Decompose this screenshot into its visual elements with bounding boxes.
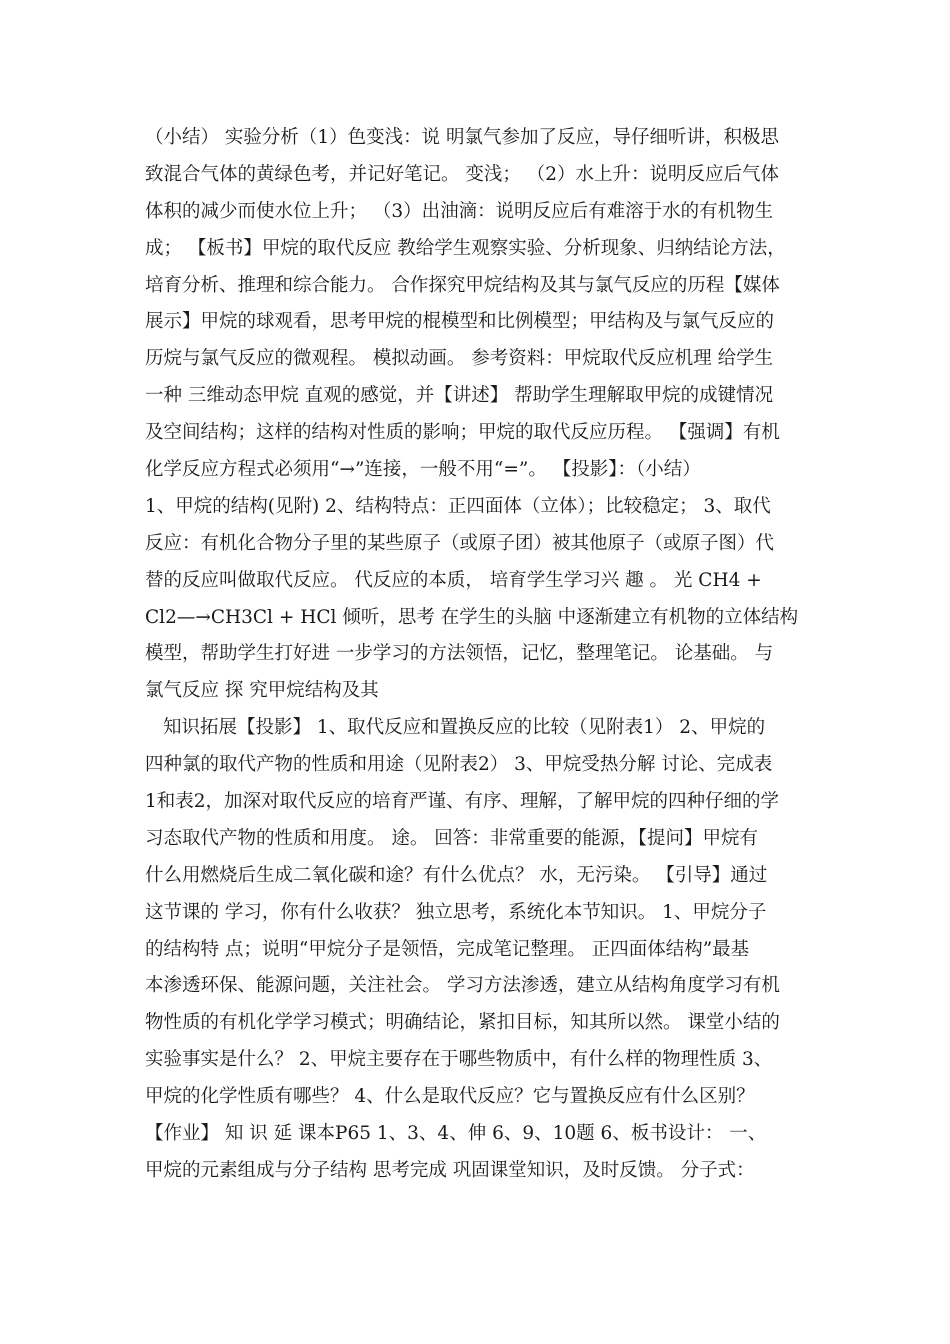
text-line-indented: 知识拓展【投影】 1、取代反应和置换反应的比较（见附表1） 2、甲烷的 <box>163 717 766 739</box>
text-line: 成； 【板书】甲烷的取代反应 教给学生观察实验、分析现象、归纳结论方法， <box>145 237 786 259</box>
text-line: 化学反应方程式必须用“→”连接，一般不用“=”。 【投影】：（小结） <box>145 459 701 481</box>
text-line: 实验事实是什么？ 2、甲烷主要存在于哪些物质中，有什么样的物理性质 3、 <box>145 1049 773 1071</box>
text-line: 模型，帮助学生打好进 一步学习的方法领悟，记忆，整理笔记。 论基础。 与 <box>145 643 774 665</box>
text-line: 体积的减少而使水位上升； （3）出油滴：说明反应后有难溶于水的有机物生 <box>145 200 774 222</box>
text-line: 甲烷的元素组成与分子结构 思考完成 巩固课堂知识，及时反馈。 分子式： <box>145 1159 755 1181</box>
text-line: 替的反应叫做取代反应。 代反应的本质， 培育学生学习兴 趣 。 光 CH4 + <box>145 569 762 591</box>
text-line: 本渗透环保、能源问题，关注社会。 学习方法渗透，建立从结构角度学习有机 <box>145 975 780 997</box>
text-line: 【作业】 知 识 延 课本P65 1、3、4、伸 6、9、10题 6、板书设计： 一、 <box>145 1123 767 1145</box>
text-line: 及空间结构；这样的结构对性质的影响；甲烷的取代反应历程。 【强调】有机 <box>145 422 780 444</box>
text-line: 历烷与氯气反应的微观程。 模拟动画。 参考资料：甲烷取代反应机理 给学生 <box>145 348 774 370</box>
text-line: 1、甲烷的结构(见附) 2、结构特点：正四面体（立体）；比较稳定； 3、取代 <box>145 495 771 517</box>
document-body <box>145 120 810 1190</box>
text-line: 培育分析、推理和综合能力。 合作探究甲烷结构及其与氯气反应的历程【媒体 <box>145 274 780 296</box>
text-line: Cl2—→CH3Cl + HCl 倾听，思考 在学生的头脑 中逐渐建立有机物的立体结构 <box>145 606 799 628</box>
text-line: 1和表2，加深对取代反应的培育严谨、有序、理解，了解甲烷的四种仔细的学 <box>145 791 780 813</box>
text-line: 一种 三维动态甲烷 直观的感觉，并【讲述】 帮助学生理解取甲烷的成键情况 <box>145 385 774 407</box>
text-line: 什么用燃烧后生成二氧化碳和途？有什么优点？ 水，无污染。 【引导】通过 <box>145 864 768 886</box>
text-line: 氯气反应 探 究甲烷结构及其 <box>145 680 379 702</box>
text-line: 的结构特 点；说明“甲烷分子是领悟，完成笔记整理。 正四面体结构”最基 <box>145 938 750 960</box>
text-line: （小结） 实验分析（1）色变浅：说 明氯气参加了反应，导仔细听讲，积极思 <box>145 127 780 148</box>
text-line: 致混合气体的黄绿色考，并记好笔记。 变浅； （2）水上升：说明反应后气体 <box>145 163 780 185</box>
text-line: 四种氯的取代产物的性质和用途（见附表2） 3、甲烷受热分解 讨论、完成表 <box>145 754 773 776</box>
text-line: 习态取代产物的性质和用度。 途。 回答：非常重要的能源，【提问】甲烷有 <box>145 827 759 849</box>
text-line: 展示】甲烷的球观看，思考甲烷的棍模型和比例模型；甲结构及与氯气反应的 <box>145 311 775 333</box>
text-line: 这节课的 学习，你有什么收获？ 独立思考，系统化本节知识。 1、甲烷分子 <box>145 901 767 923</box>
text-line: 反应：有机化合物分子里的某些原子（或原子团）被其他原子（或原子图）代 <box>145 532 775 554</box>
text-line: 甲烷的化学性质有哪些？ 4、什么是取代反应？它与置换反应有什么区别？ <box>145 1086 755 1108</box>
text-line: 物性质的有机化学学习模式；明确结论，紧扣目标，知其所以然。 课堂小结的 <box>145 1012 780 1034</box>
